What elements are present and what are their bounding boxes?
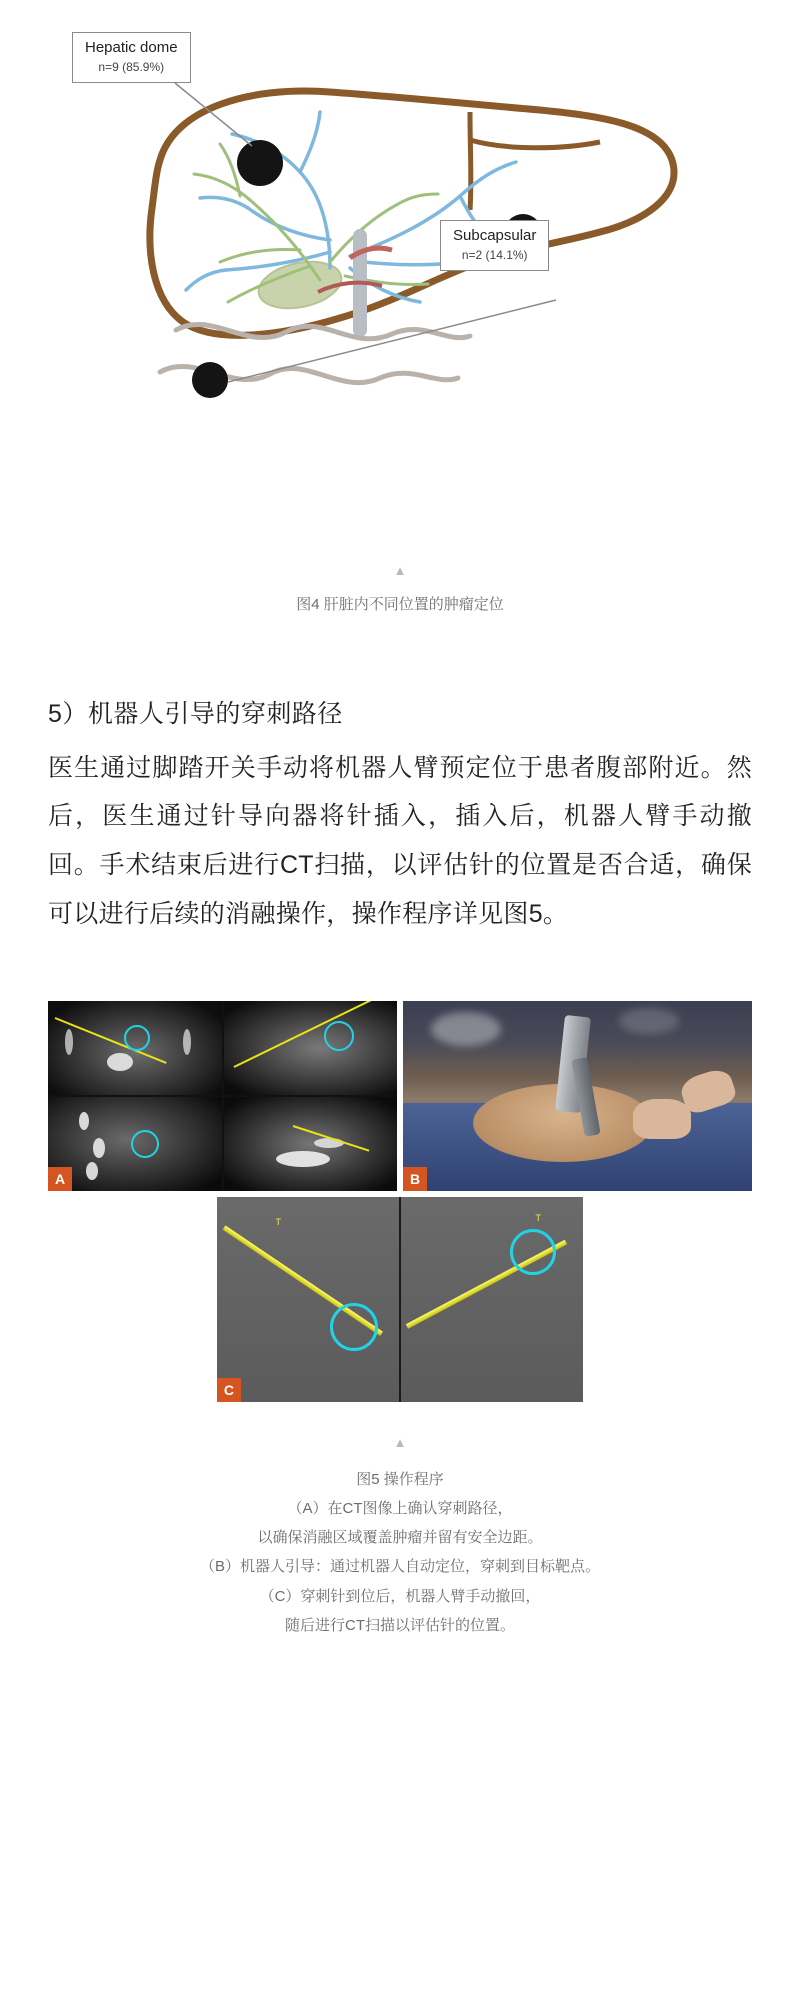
callout-title: Subcapsular: [453, 227, 537, 244]
target-ring-right: [510, 1229, 556, 1275]
portal-vein-tree: [186, 112, 516, 302]
slice-marker: T: [275, 1217, 282, 1227]
panel-tag-c: C: [217, 1378, 241, 1402]
callout-subtext: n=9 (85.9%): [98, 59, 165, 74]
callout-hepatic-dome: [72, 32, 191, 83]
figure-5-caption-line: 随后进行CT扫描以评估针的位置。: [285, 1616, 515, 1634]
tumor-subcapsular-inferior: [192, 362, 228, 398]
callout-subcapsular: [440, 220, 549, 271]
section-paragraph: 医生通过脚踏开关手动将机器人臂预定位于患者腹部附近。然后，医生通过针导向器将针插入，插入后，机器人臂手动撤回。手术结束后进行CT扫描，以评估针的位置是否合适，确保可以进行后续的消融操作，操作程序详见图5。: [48, 753, 752, 928]
ct-pane-left: [217, 1197, 399, 1402]
tumor-hepatic-dome: [237, 140, 283, 186]
ct-cell-axial: [48, 1001, 222, 1095]
ct-cell-3d-render: [224, 1097, 398, 1191]
falciform-ligament: [470, 112, 471, 210]
liver-diagram-svg: [0, 0, 800, 560]
panel-a-ct-planning: [48, 1001, 397, 1191]
leader-line-subcapsular-inferior: [228, 300, 556, 382]
figure-5-caption-line: （B）机器人引导：通过机器人自动定位，穿刺到目标靶点。: [199, 1558, 600, 1576]
panel-b-robot-photo: [403, 1001, 752, 1191]
figure-4-caption: 图4 肝脏内不同位置的肿瘤定位: [296, 596, 504, 613]
figure-5-caption-line: （A）在CT图像上确认穿刺路径，: [287, 1499, 513, 1517]
figure-5-caption: [0, 1465, 800, 1681]
callout-subtext: n=2 (14.1%): [461, 247, 528, 262]
slice-marker: T: [535, 1212, 541, 1223]
figure-5-caption-title: 图5 操作程序: [356, 1470, 444, 1488]
target-ring: [131, 1130, 159, 1158]
rib-shape: [183, 1029, 191, 1055]
ct-cell-sagittal: [48, 1097, 222, 1191]
target-ring: [124, 1025, 150, 1051]
panel-tag-a: A: [48, 1167, 72, 1191]
figure-5-caption-line: （C）穿刺针到位后，机器人臂手动撤回，: [259, 1587, 541, 1605]
article-section: [0, 694, 800, 939]
ct-pane-right: [401, 1197, 583, 1402]
vertebra-shape: [107, 1053, 133, 1071]
panel-c-ct-verification: [217, 1197, 583, 1402]
bone-shape: [86, 1162, 98, 1180]
callout-title: Hepatic dome: [85, 39, 178, 56]
section-heading: 5）机器人引导的穿刺路径: [48, 699, 343, 728]
figure-5-caret-icon: ▲: [393, 1434, 407, 1450]
panel-tag-b: B: [403, 1167, 427, 1191]
figure-5-images: [0, 1001, 800, 1402]
bone-shape: [79, 1112, 89, 1130]
leader-line-dome: [175, 83, 252, 146]
spine-shape: [276, 1151, 330, 1167]
liver-fissure: [470, 140, 600, 148]
ct-quadrant-grid: [48, 1001, 397, 1191]
bone-shape: [93, 1138, 105, 1158]
figure-4-illustration: [0, 0, 800, 560]
ct-cell-coronal: [224, 1001, 398, 1095]
pane-divider: [399, 1197, 402, 1402]
figure-4-caret-icon: ▲: [393, 563, 407, 578]
rib-shape: [65, 1029, 73, 1055]
target-ring: [324, 1021, 354, 1051]
figure-5-caption-line: 以确保消融区域覆盖肿瘤并留有安全边距。: [257, 1529, 543, 1546]
figure-5-top-row: [48, 1001, 752, 1191]
needle-path-line: [233, 1001, 378, 1069]
overhead-light: [431, 1012, 501, 1046]
surgeon-hand: [633, 1099, 691, 1139]
